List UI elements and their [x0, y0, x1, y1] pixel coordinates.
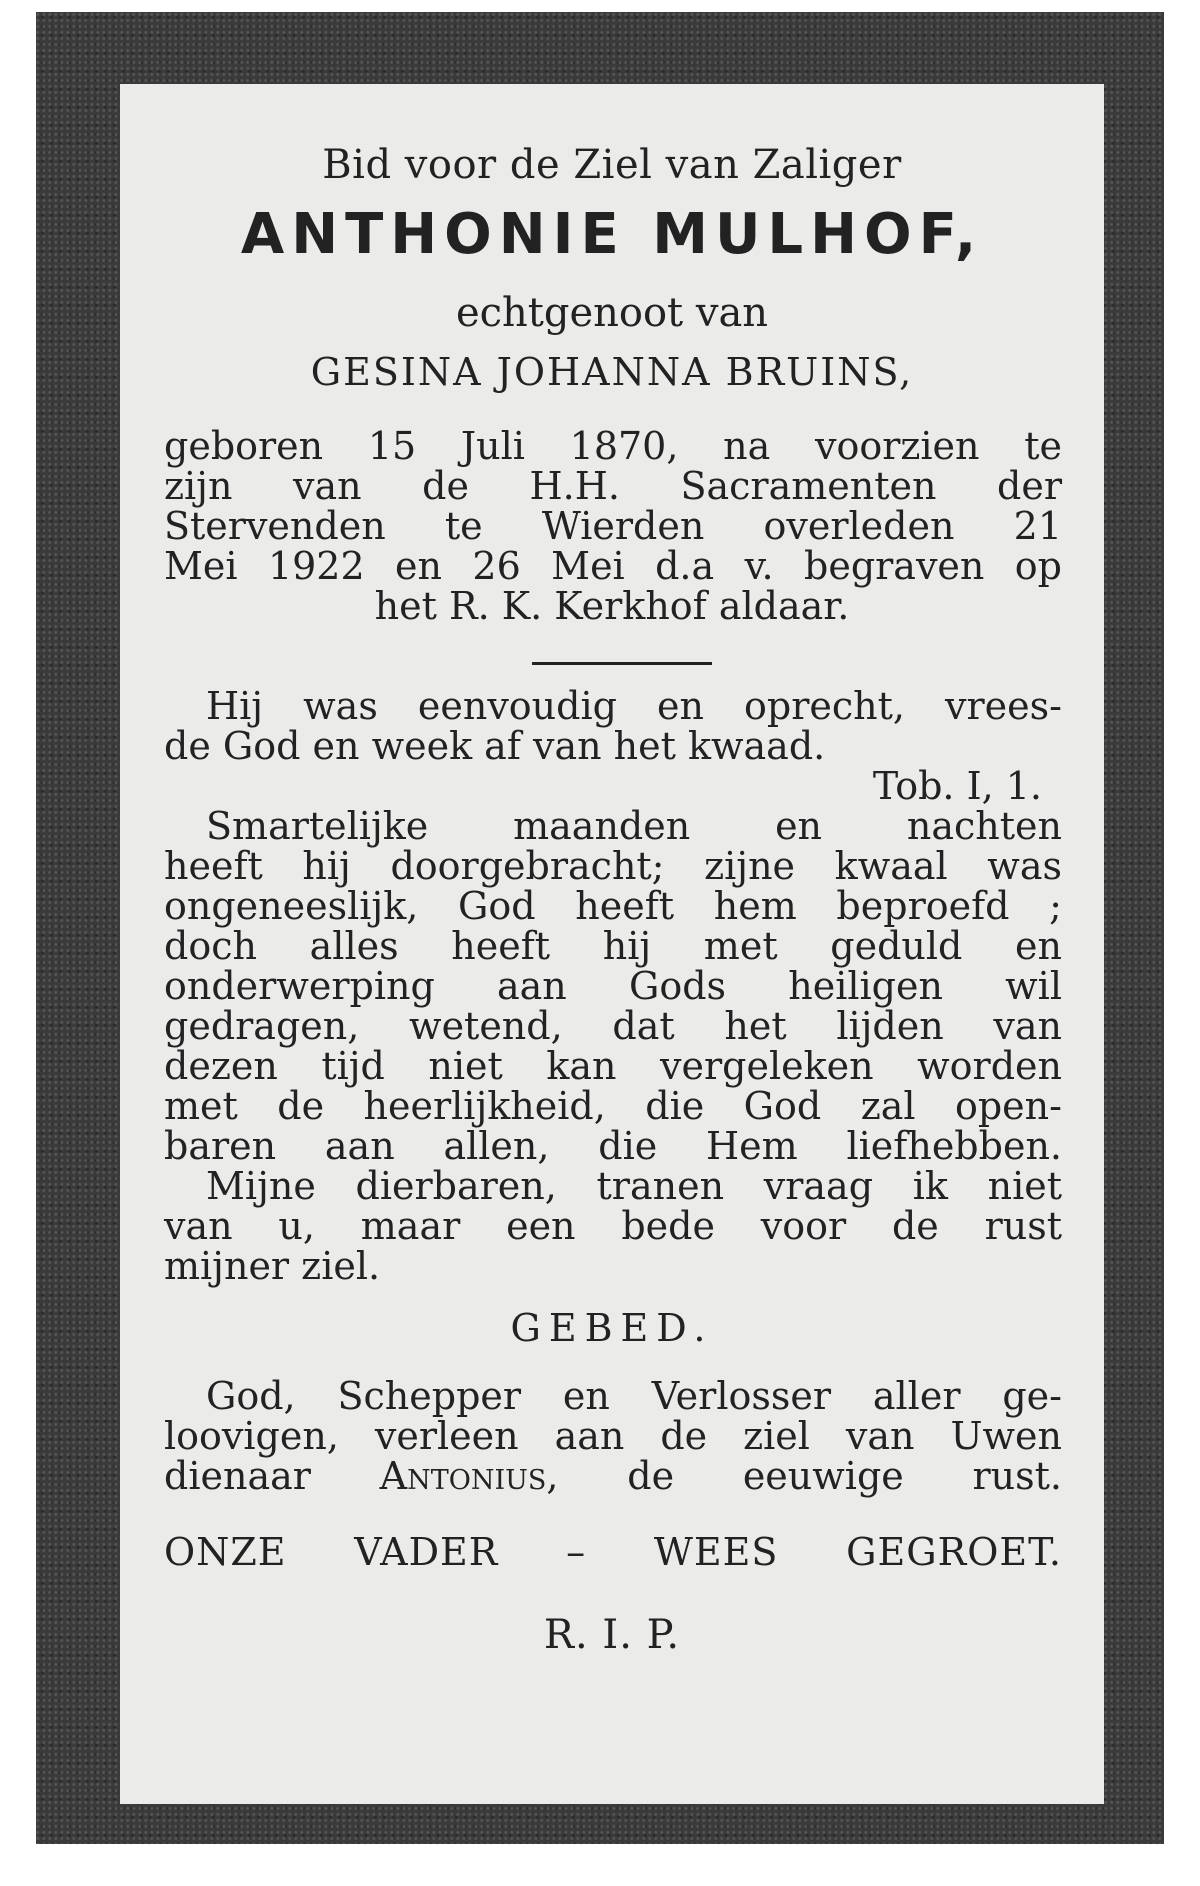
text-line: Mijne dierbaren, tranen vraag ik niet	[206, 1164, 1062, 1208]
quote-reference: Tob. I, 1.	[872, 764, 1042, 808]
prayer-title: GEBED.	[510, 1306, 714, 1350]
closing-dash: –	[566, 1530, 587, 1574]
text-line: ongeneeslijk, God heeft hem beproefd ;	[164, 884, 1062, 928]
deceased-name: ANTHONIE MULHOF,	[240, 202, 984, 267]
text-line: van u, maar een bede voor de rust	[164, 1204, 1062, 1248]
text-line: dezen tijd niet kan vergeleken worden	[164, 1044, 1062, 1088]
divider-rule	[532, 662, 712, 665]
quote-line: de God en week af van het kwaad.	[164, 724, 826, 768]
bio-line: Stervenden te Wierden overleden 21	[164, 504, 1062, 548]
text-line: mijner ziel.	[164, 1244, 381, 1288]
prayer-line-last	[164, 1454, 1062, 1498]
prayer-name: Antonius,	[379, 1454, 559, 1498]
text-line: baren aan allen, die Hem liefhebben.	[164, 1124, 1062, 1168]
closing-wees-gegroet: WEES GEGROET.	[653, 1530, 1062, 1574]
bio-line: zijn van de H.H. Sacramenten der	[164, 464, 1062, 508]
spouse-name: GESINA JOHANNA BRUINS,	[310, 350, 914, 394]
closing-prayers	[164, 1530, 1062, 1574]
rip-text: R. I. P.	[543, 1612, 681, 1658]
card-heading: Bid voor de Ziel van Zaliger	[322, 142, 902, 188]
prayer-line: God, Schepper en Verlosser aller ge-	[206, 1374, 1062, 1418]
bio-line: geboren 15 Juli 1870, na voorzien te	[164, 424, 1062, 468]
prayer-line: loovigen, verleen aan de ziel van Uwen	[164, 1414, 1062, 1458]
text-line: gedragen, wetend, dat het lijden van	[164, 1004, 1062, 1048]
prayer-dienaar: dienaar	[164, 1454, 311, 1498]
bio-line: het R. K. Kerkhof aldaar.	[374, 584, 850, 628]
text-line: doch alles heeft hij met geduld en	[164, 924, 1062, 968]
text-line: onderwerping aan Gods heiligen wil	[164, 964, 1062, 1008]
text-line: Smartelijke maanden en nachten	[206, 804, 1062, 848]
prayer-rest: de eeuwige rust.	[627, 1454, 1062, 1498]
spouse-intro: echtgenoot van	[455, 290, 769, 336]
text-line: heeft hij doorgebracht; zijne kwaal was	[164, 844, 1062, 888]
memorial-card	[120, 84, 1104, 1804]
quote-line: Hij was eenvoudig en oprecht, vrees-	[206, 684, 1062, 728]
bio-line: Mei 1922 en 26 Mei d.a v. begraven op	[164, 544, 1062, 588]
closing-onze-vader: ONZE VADER	[164, 1530, 499, 1574]
text-line: met de heerlijkheid, die God zal open-	[164, 1084, 1062, 1128]
